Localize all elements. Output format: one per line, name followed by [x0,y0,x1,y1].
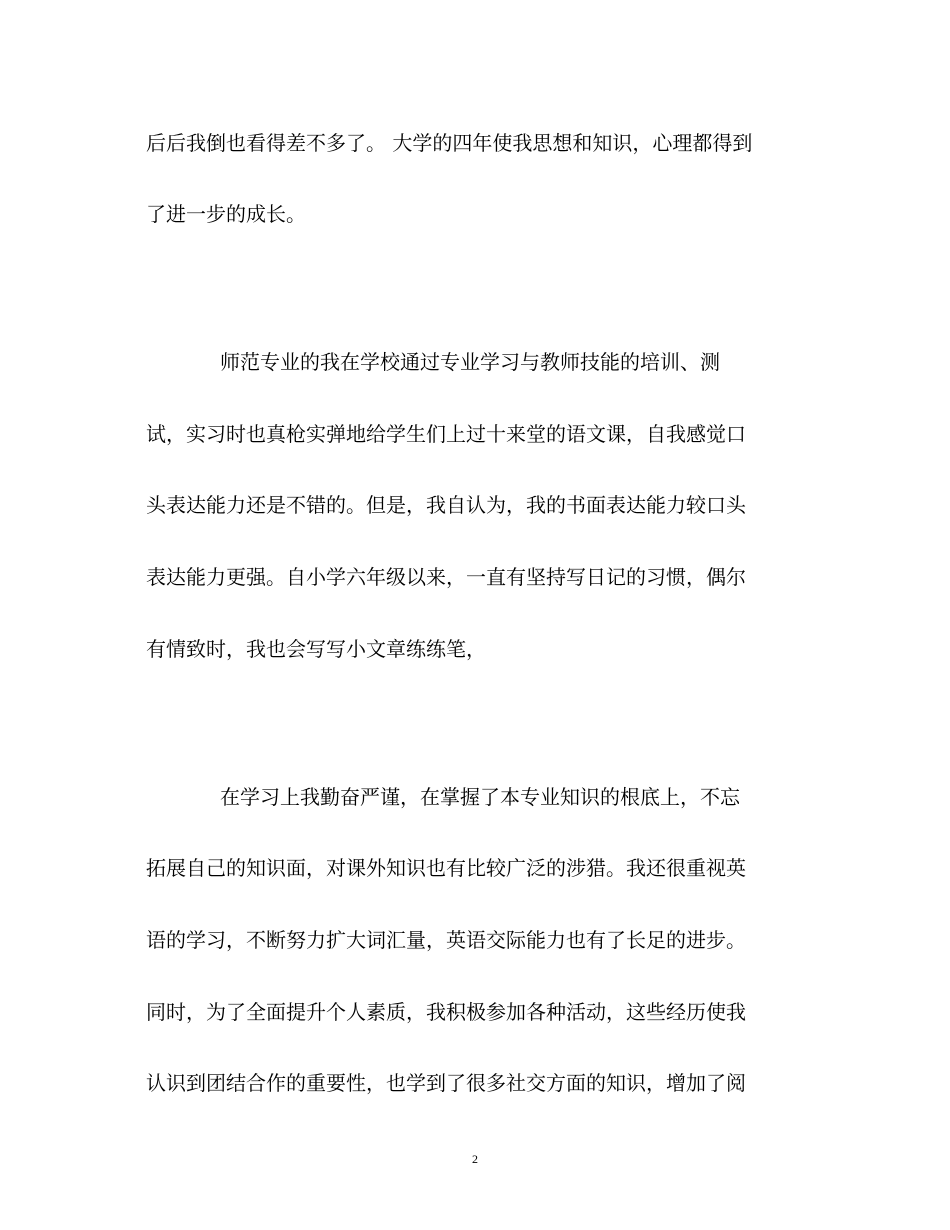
text-line: 语的学习，不断努力扩大词汇量，英语交际能力也有了长足的进步。 [146,928,746,952]
text-line: 了进一步的成长。 [146,202,306,226]
text-line: 表达能力更强。自小学六年级以来，一直有坚持写日记的习惯，偶尔 [146,565,746,589]
text-line: 有情致时，我也会写写小文章练练笔， [146,637,486,661]
text-line: 试，实习时也真枪实弹地给学生们上过十来堂的语文课，自我感觉口 [146,422,746,446]
text-line: 拓展自己的知识面，对课外知识也有比较广泛的涉猎。我还很重视英 [146,856,746,880]
text-line: 头表达能力还是不错的。但是，我自认为，我的书面表达能力较口头 [146,493,746,517]
text-line: 在学习上我勤奋严谨，在掌握了本专业知识的根底上，不忘 [220,785,740,809]
text-line: 同时，为了全面提升个人素质，我积极参加各种活动，这些经历使我 [146,1000,746,1024]
text-line: 后后我倒也看得差不多了。 大学的四年使我思想和知识，心理都得到 [146,131,753,155]
text-line: 认识到团结合作的重要性，也学到了很多社交方面的知识，增加了阅 [146,1071,746,1095]
page-number: 2 [472,1152,478,1166]
text-line: 师范专业的我在学校通过专业学习与教师技能的培训、测 [220,350,720,374]
